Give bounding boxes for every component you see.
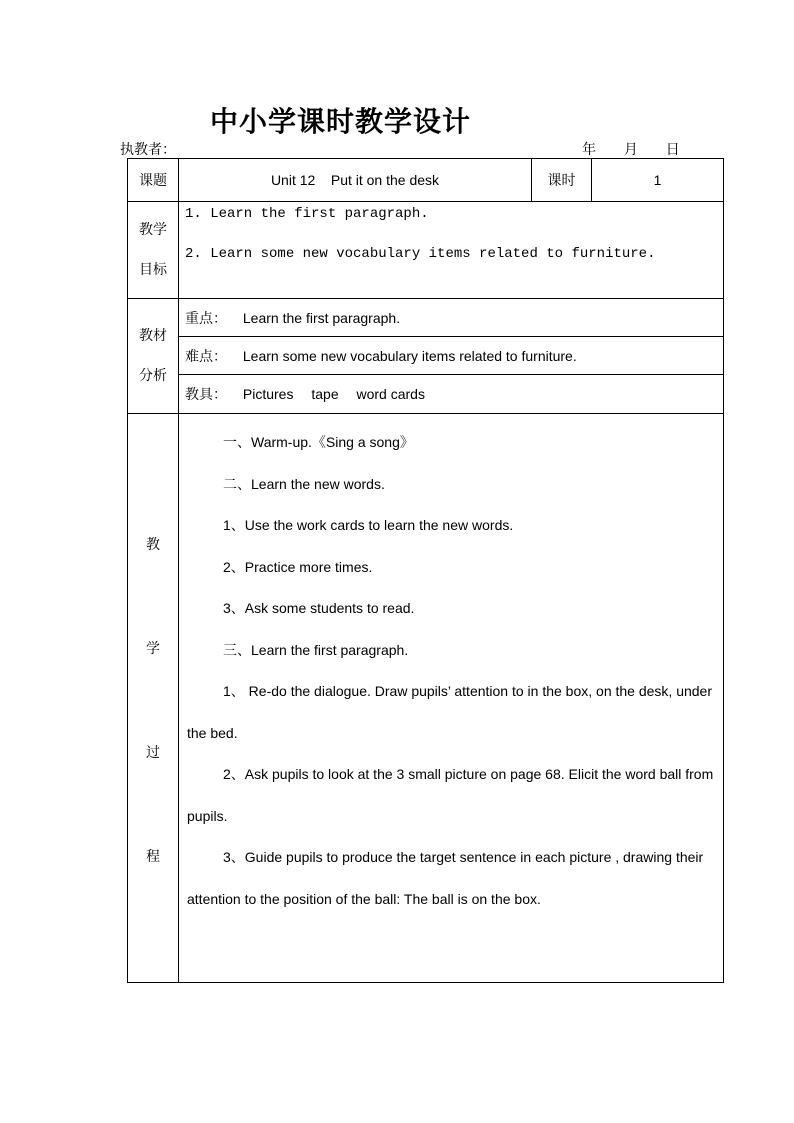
meta-row [120,139,720,157]
goals-label [128,202,179,299]
process-step: 1、 Re-do the dialogue. Draw pupils’ attention to in the box, on the desk, under the bed. [187,683,713,741]
difficult-point-cell [179,337,724,375]
process-step: 一、Warm-up.《Sing a song》 [223,434,414,450]
analysis-tools-row [128,375,724,414]
difficult-point-label: 难点： [185,348,227,365]
analysis-label [128,299,179,414]
goals-label-line-1: 教学 [139,222,167,238]
date-fields [582,139,704,159]
analysis-label-line-2: 分析 [139,368,167,384]
goal-item: 1. Learn the first paragraph. [185,206,429,222]
process-step: 3、Guide pupils to produce the target sentence in each picture , drawing their attention to the position of the ball: The ball is on the box. [187,849,704,907]
goals-label-line-2: 目标 [139,262,167,278]
month-label: 月 [623,141,638,157]
key-point-cell [179,299,724,337]
key-point-label: 重点： [185,310,227,327]
goals-row [128,202,724,299]
goals-content [179,202,724,299]
topic-label: 课题 [128,159,179,202]
analysis-label-line-1: 教材 [139,328,167,344]
document-title: 中小学课时教学设计 [210,105,472,138]
tools-label: 教具： [185,387,227,403]
process-step: 二、Learn the new words. [223,475,385,492]
analysis-difficult-row [128,337,724,375]
process-row [128,414,724,983]
process-step: 3、Ask some students to read. [223,600,415,616]
process-content [179,414,724,983]
goal-item: 2. Learn some new vocabulary items related to furniture. [185,246,656,262]
tools-list [243,386,439,402]
process-step: 三、Learn the first paragraph. [223,641,409,658]
tool-item: Pictures [242,386,294,402]
year-label: 年 [582,141,596,157]
process-label-char: 学 [146,640,160,656]
process-label-char: 过 [146,744,160,760]
process-label [128,414,179,983]
header-row [128,159,724,202]
process-step: 2、Practice more times. [223,558,373,575]
process-label-char: 程 [146,848,160,864]
process-step: 2、Ask pupils to look at the 3 small picture on page 68. Elicit the word ball from pupils. [187,766,714,824]
day-label: 日 [665,141,680,157]
topic-title: Unit 12 Put it on the desk [179,159,532,202]
analysis-key-row [128,299,724,337]
tool-item: tape [311,386,339,402]
lesson-plan-table [127,158,724,983]
period-value: 1 [592,159,724,202]
tools-cell [179,375,724,414]
period-label: 课时 [532,159,592,202]
tool-item: word cards [356,386,425,402]
process-step: 1、Use the work cards to learn the new words. [223,517,514,533]
teacher-label: 执教者： [120,141,176,157]
difficult-point-text: Learn some new vocabulary items related to furniture. [242,347,577,364]
process-label-char: 教 [146,536,160,552]
key-point-text: Learn the first paragraph. [242,309,401,326]
